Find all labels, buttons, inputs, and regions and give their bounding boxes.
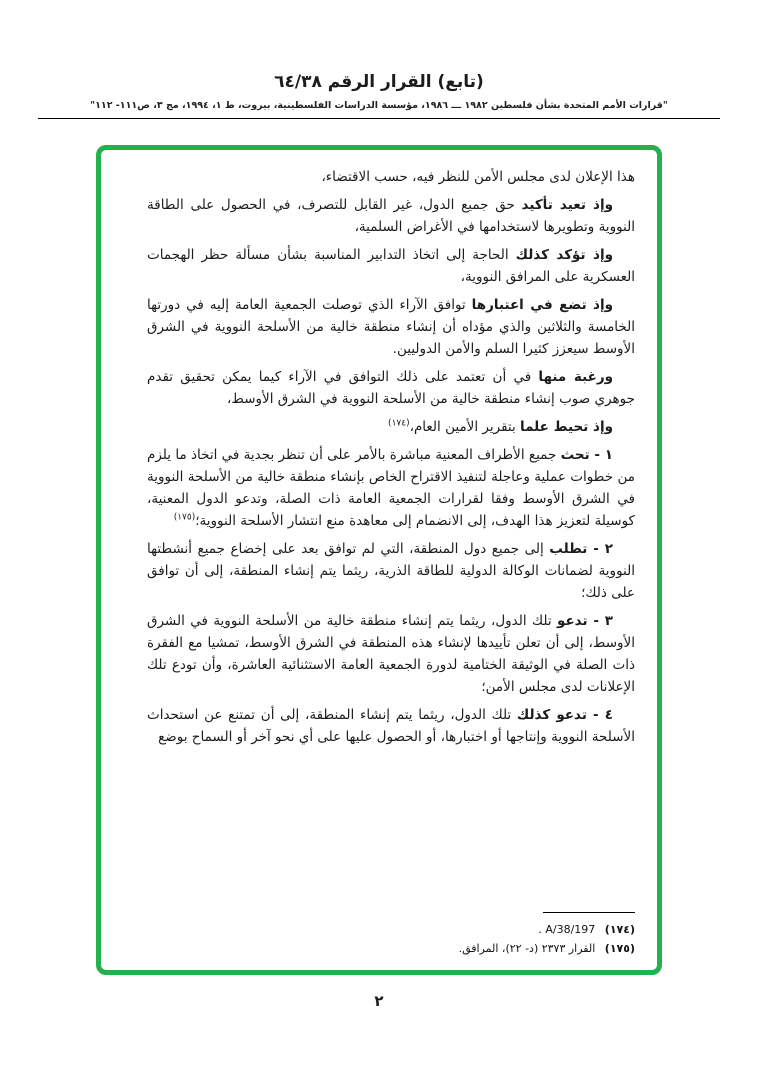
page-number: ٢ — [374, 992, 384, 1010]
footnote-reference: (١٧٤) — [388, 418, 410, 429]
paragraph — [147, 416, 635, 438]
paragraph — [147, 366, 635, 410]
paragraph-numbered-4 — [147, 704, 635, 748]
document-header — [0, 72, 758, 111]
paragraph-lead: ٢ - تطلب — [549, 541, 613, 557]
paragraph-lead: ١ - تحث — [560, 447, 613, 463]
highlight-box — [96, 145, 662, 975]
paragraph — [147, 294, 635, 360]
paragraph-text: حق جميع الدول، غير القابل للتصرف، في الحصول على الطاقة النووية وتطويرها لاستخدامها في الأغراض السلمية، — [147, 197, 635, 235]
paragraph — [147, 194, 635, 238]
footnote-reference: (١٧٥) — [173, 512, 196, 523]
resolution-body — [147, 166, 635, 754]
footnotes-section — [147, 912, 635, 958]
paragraph-numbered-2 — [147, 538, 635, 604]
paragraph-lead: ورغبة منها — [538, 369, 613, 385]
paragraph-lead: وإذ تضع في اعتبارها — [471, 297, 614, 313]
source-citation-line: "قرارات الأمم المتحدة بشأن فلسطين ١٩٨٢ ـــ ١٩٨٦، مؤسسة الدراسات الفلسطينية، بيروت، ط ١، ١٩٩٤، مج ٣، ص١١١- ١١٢" — [90, 100, 668, 111]
paragraph-numbered-3 — [147, 610, 635, 698]
paragraph-text: جميع الأطراف المعنية مباشرة بالأمر على أن تنظر بجدية في اتخاذ ما يلزم من خطوات عملية وعاجلة لتنفيذ الاقتراح الخاص بإنشاء منطقة خالية من الأسلحة النووية في الشرق الأوسط وفقا لقرارات الجمعية العامة ذات الصلة، وتدعو الدول المعنية، كوسيلة لتعزيز هذا الهدف، إلى الانضمام إلى معاهدة منع انتشار الأسلحة النووية؛ — [147, 447, 635, 529]
paragraph-text: تلك الدول، ريثما يتم إنشاء المنطقة، إلى أن تمتنع عن استحداث الأسلحة النووية وإنتاجها أو اختبارها، أو الحصول عليها على أي نحو آخر أو السماح بوضع — [147, 707, 635, 745]
footnote-text: A/38/197 . — [538, 923, 596, 936]
paragraph-lead: وإذ تحيط علما — [520, 419, 613, 435]
page-title: (تابع) القرار الرقم ٦٤/٣٨ — [274, 72, 484, 92]
paragraph — [147, 166, 635, 188]
paragraph-numbered-1 — [147, 444, 635, 532]
footnote-number: (١٧٤) — [604, 923, 635, 936]
paragraph-text: إلى جميع دول المنطقة، التي لم توافق بعد على إخضاع جميع أنشطتها النووية لضمانات الوكالة الدولية للطاقة الذرية، ريثما يتم إنشاء المنطقة، إلى أن توافق على ذلك؛ — [147, 541, 635, 601]
paragraph-text: تلك الدول، ريثما يتم إنشاء منطقة خالية من الأسلحة النووية في الشرق الأوسط، إلى أن تعلن تأييدها لإنشاء هذه المنطقة في الشرق الأوسط، تمشيا مع الفقرة ذات الصلة في الوثيقة الختامية لدورة الجمعية العامة الاستثنائية العاشرة، وأن تودع تلك الإعلانات لدى مجلس الأمن؛ — [147, 613, 635, 695]
paragraph-lead: ٤ - تدعو كذلك — [516, 707, 614, 723]
paragraph-lead: وإذ تعيد تأكيد — [521, 197, 613, 213]
footnote — [147, 939, 635, 958]
paragraph-lead: وإذ تؤكد كذلك — [515, 247, 613, 263]
footnote-number: (١٧٥) — [604, 942, 635, 955]
footnote-separator — [543, 912, 635, 913]
paragraph — [147, 244, 635, 288]
paragraph-text: توافق الآراء الذي توصلت الجمعية العامة إليه في دورتها الخامسة والثلاثين والذي مؤداه أن إنشاء منطقة خالية من الأسلحة النووية في الشرق الأوسط سيعزز كثيرا السلم والأمن الدوليين. — [147, 297, 635, 357]
paragraph-text: هذا الإعلان لدى مجلس الأمن للنظر فيه، حسب الاقتضاء، — [321, 169, 635, 185]
paragraph-text: الحاجة إلى اتخاذ التدابير المناسبة بشأن مسألة حظر الهجمات العسكرية على المرافق النووية، — [147, 247, 635, 285]
footnote — [147, 920, 635, 939]
paragraph-text: بتقرير الأمين العام، — [409, 419, 521, 435]
paragraph-lead: ٣ - تدعو — [556, 613, 613, 629]
paragraph-text: في أن تعتمد على ذلك التوافق في الآراء كيما يمكن تحقيق تقدم جوهري صوب إنشاء منطقة خالية من الأسلحة النووية في الشرق الأوسط، — [147, 369, 635, 407]
footnote-text: القرار ٢٣٧٣ (د- ٢٢)، المرافق. — [458, 942, 596, 955]
header-divider — [38, 118, 720, 119]
